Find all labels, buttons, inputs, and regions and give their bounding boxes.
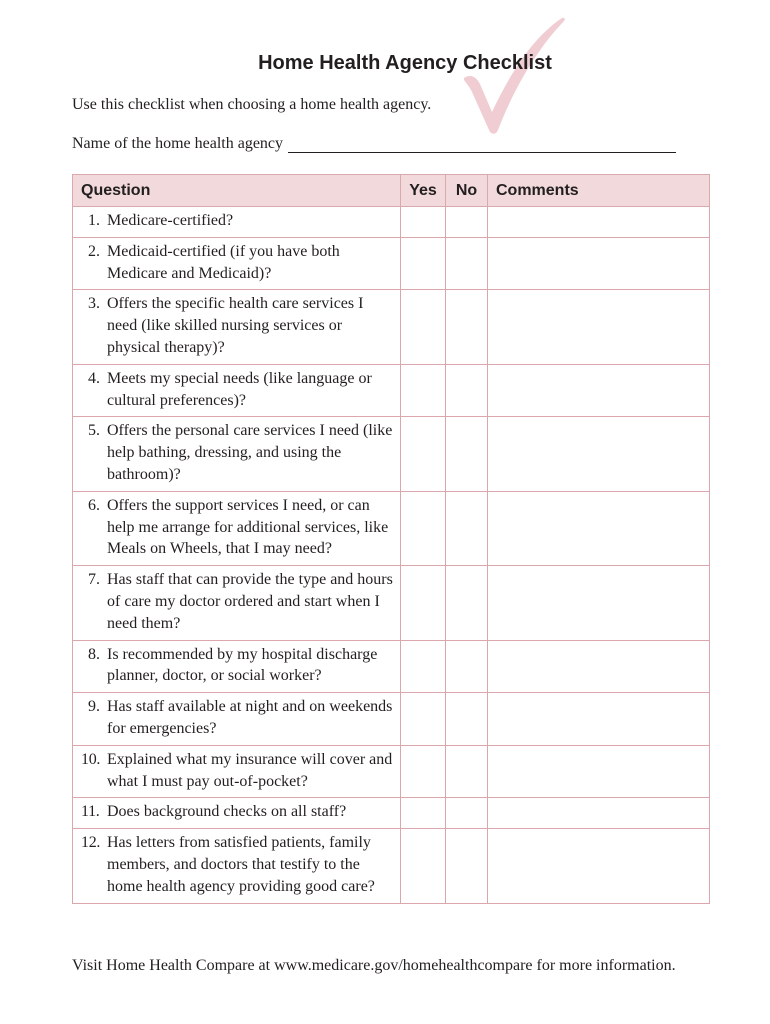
question-text: Has staff available at night and on weekends for emergencies?: [107, 698, 393, 737]
no-cell[interactable]: [446, 745, 488, 798]
question-text: Has staff that can provide the type and hours of care my doctor ordered and start when I need them?: [107, 571, 393, 632]
table-row: [73, 237, 710, 290]
question-cell: [73, 237, 401, 290]
question-cell: [73, 417, 401, 491]
agency-name-label: Name of the home health agency: [72, 135, 284, 152]
no-cell[interactable]: [446, 798, 488, 829]
question-text: Medicare-certified?: [107, 212, 234, 229]
question-text: Offers the support services I need, or can help me arrange for additional services, like Meals on Wheels, that I may need?: [107, 496, 389, 558]
comments-cell[interactable]: [488, 237, 710, 290]
question-cell: [73, 207, 401, 238]
question-number: 10.: [81, 750, 101, 768]
no-cell[interactable]: [446, 829, 488, 903]
question-cell: [73, 640, 401, 693]
no-cell[interactable]: [446, 207, 488, 238]
no-cell[interactable]: [446, 693, 488, 746]
question-text: Has letters from satisfied patients, family members, and doctors that testify to the home health agency providing good care?: [107, 834, 375, 895]
no-cell[interactable]: [446, 491, 488, 565]
comments-column-header: Comments: [488, 175, 710, 207]
comments-cell[interactable]: [488, 566, 710, 640]
table-row: [73, 207, 710, 238]
yes-cell[interactable]: [401, 829, 446, 903]
question-text: Does background checks on all staff?: [107, 803, 347, 821]
no-cell[interactable]: [446, 417, 488, 491]
comments-cell[interactable]: [488, 290, 710, 364]
comments-cell[interactable]: [488, 491, 710, 565]
yes-cell[interactable]: [401, 566, 446, 640]
yes-cell[interactable]: [401, 798, 446, 829]
question-cell: [73, 364, 401, 417]
yes-cell[interactable]: [401, 491, 446, 565]
table-row: [73, 829, 710, 903]
question-number: 8.: [88, 645, 100, 663]
question-number: 11.: [81, 803, 100, 821]
table-row: [73, 491, 710, 565]
intro-text: Use this checklist when choosing a home health agency.: [72, 96, 432, 113]
yes-cell[interactable]: [401, 417, 446, 491]
table-row: [73, 417, 710, 491]
question-number: 1.: [88, 212, 100, 229]
yes-cell[interactable]: [401, 745, 446, 798]
comments-cell[interactable]: [488, 798, 710, 829]
no-column-header: No: [446, 175, 488, 207]
question-cell: [73, 693, 401, 746]
footer-note: Visit Home Health Compare at www.medicare.gov/homehealthcompare for more information.: [72, 957, 676, 974]
comments-cell[interactable]: [488, 207, 710, 238]
comments-cell[interactable]: [488, 364, 710, 417]
comments-cell[interactable]: [488, 745, 710, 798]
question-text: Offers the specific health care services I need (like skilled nursing services or physical therapy)?: [107, 295, 364, 356]
question-cell: [73, 745, 401, 798]
question-number: 7.: [88, 571, 100, 589]
question-number: 12.: [81, 834, 101, 852]
question-cell: [73, 829, 401, 903]
agency-name-field[interactable]: [288, 135, 676, 153]
table-row: [73, 290, 710, 364]
table-row: [73, 364, 710, 417]
question-text: Explained what my insurance will cover and what I must pay out-of-pocket?: [107, 750, 393, 790]
page-title: Home Health Agency Checklist: [258, 52, 552, 74]
question-text: Meets my special needs (like language or cultural preferences)?: [107, 369, 372, 409]
agency-name-row: [72, 135, 676, 153]
checklist-table: [72, 174, 710, 904]
yes-column-header: Yes: [401, 175, 446, 207]
question-number: 5.: [88, 422, 100, 440]
yes-cell[interactable]: [401, 693, 446, 746]
no-cell[interactable]: [446, 566, 488, 640]
yes-cell[interactable]: [401, 290, 446, 364]
question-column-header: Question: [73, 175, 401, 207]
question-text: Is recommended by my hospital discharge planner, doctor, or social worker?: [107, 645, 378, 685]
table-row: [73, 640, 710, 693]
question-number: 9.: [88, 698, 100, 716]
no-cell[interactable]: [446, 290, 488, 364]
question-text: Offers the personal care services I need (like help bathing, dressing, and using the bathroom)?: [107, 422, 393, 483]
yes-cell[interactable]: [401, 207, 446, 238]
comments-cell[interactable]: [488, 417, 710, 491]
question-cell: [73, 566, 401, 640]
comments-cell[interactable]: [488, 693, 710, 746]
question-cell: [73, 491, 401, 565]
yes-cell[interactable]: [401, 364, 446, 417]
comments-cell[interactable]: [488, 640, 710, 693]
table-header-row: [73, 175, 710, 207]
yes-cell[interactable]: [401, 640, 446, 693]
question-number: 2.: [88, 242, 100, 260]
table-row: [73, 745, 710, 798]
question-cell: [73, 798, 401, 829]
no-cell[interactable]: [446, 364, 488, 417]
question-cell: [73, 290, 401, 364]
table-row: [73, 693, 710, 746]
table-row: [73, 798, 710, 829]
table-row: [73, 566, 710, 640]
question-number: 3.: [88, 295, 100, 313]
no-cell[interactable]: [446, 640, 488, 693]
question-text: Medicaid-certified (if you have both Medicare and Medicaid)?: [107, 242, 340, 282]
yes-cell[interactable]: [401, 237, 446, 290]
question-number: 6.: [88, 496, 100, 514]
no-cell[interactable]: [446, 237, 488, 290]
question-number: 4.: [88, 369, 100, 387]
comments-cell[interactable]: [488, 829, 710, 903]
